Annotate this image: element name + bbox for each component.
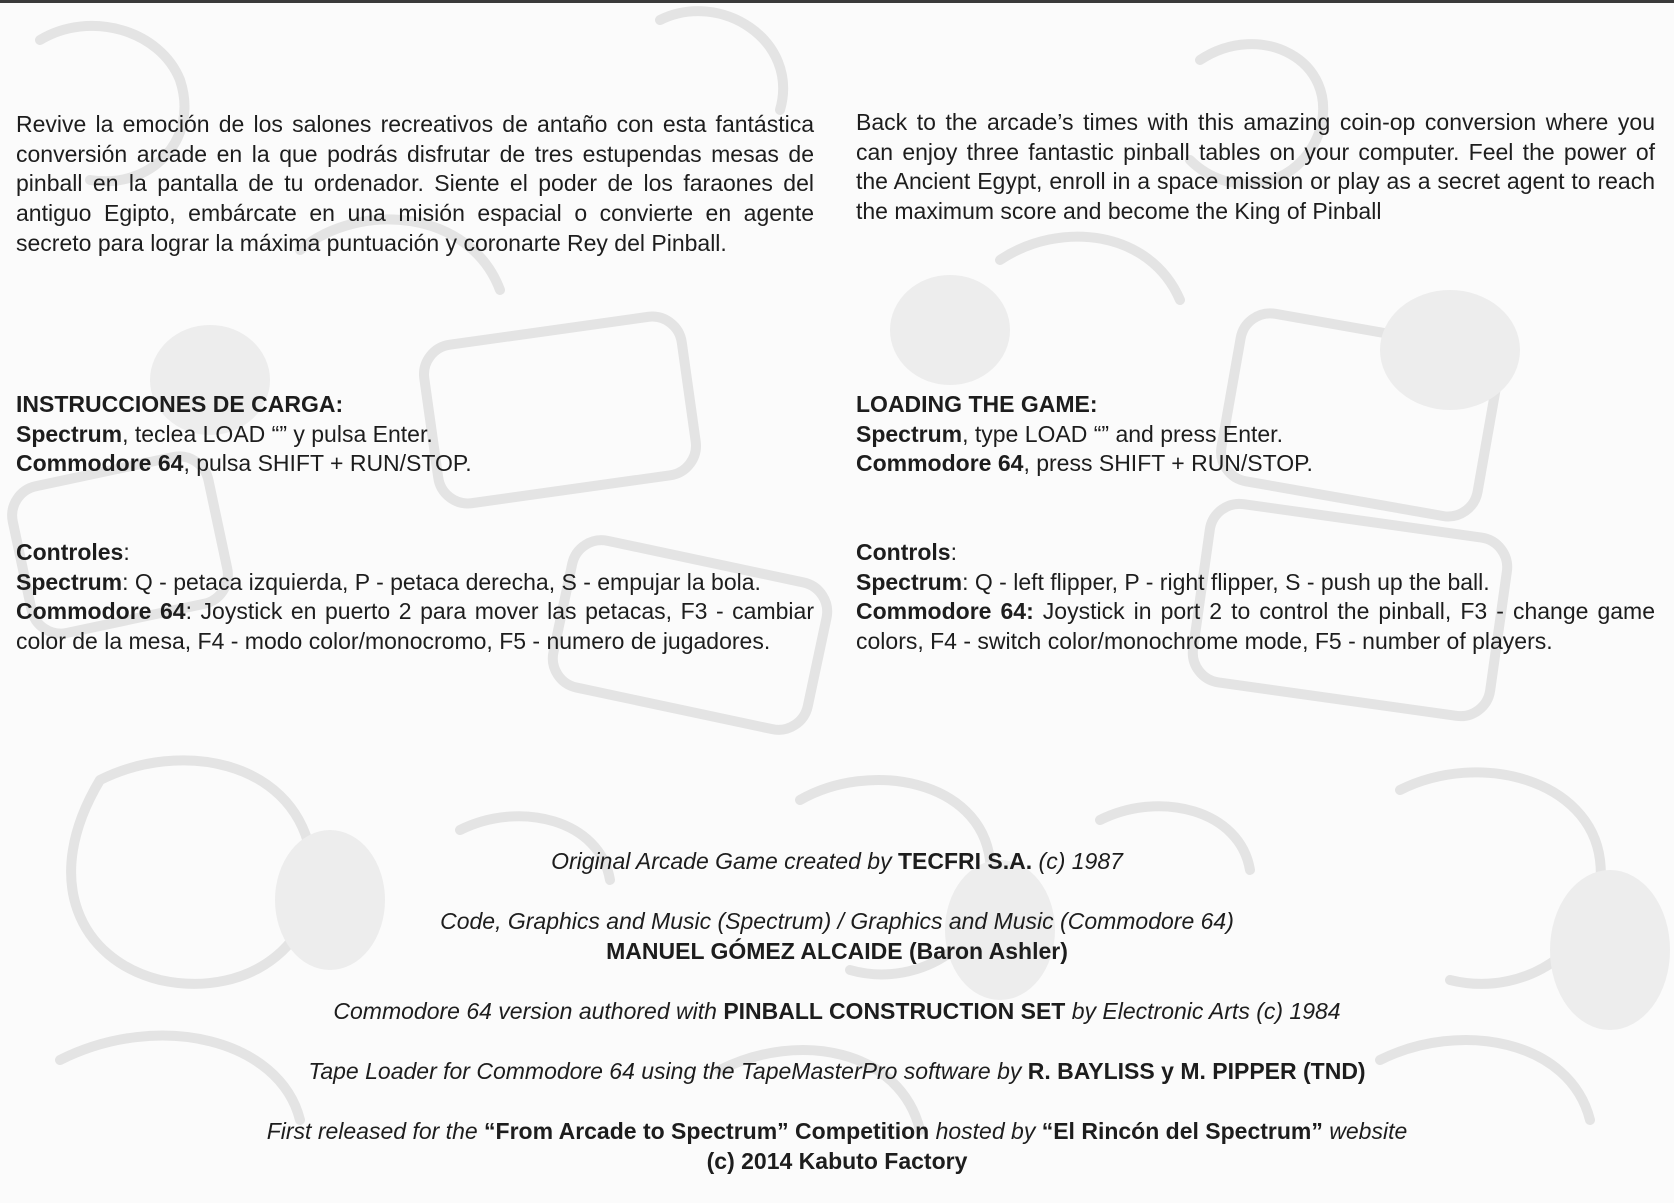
credit-original-game-c: (c) 1987	[1032, 848, 1123, 874]
controls-es-c64-label: Commodore 64	[16, 598, 186, 625]
credit-original-game	[0, 846, 1674, 876]
controls-en-c64	[856, 597, 1655, 656]
intro-es	[16, 110, 814, 259]
credit-release-a: First released for the	[266, 1118, 485, 1144]
credit-release-e: website	[1322, 1118, 1408, 1144]
controls-es-heading	[16, 538, 814, 568]
credit-tape-loader-a: Tape Loader for Commodore 64 using the TapeMasterPro software by	[308, 1058, 1028, 1084]
controls-en-heading	[856, 538, 1655, 568]
credit-tape-loader	[0, 1056, 1674, 1086]
loading-es-spectrum	[16, 420, 814, 450]
loading-es-c64-text: , pulsa SHIFT + RUN/STOP.	[183, 450, 472, 477]
loading-en-c64	[856, 449, 1655, 479]
controls-en-spectrum	[856, 568, 1655, 598]
controls-es-heading-suffix: :	[123, 539, 130, 565]
credit-code-graphics-line: Code, Graphics and Music (Spectrum) / Graphics and Music (Commodore 64)	[440, 908, 1234, 934]
credit-release-b: “From Arcade to Spectrum” Competition	[484, 1118, 930, 1144]
credit-original-game-a: Original Arcade Game created by	[551, 848, 898, 874]
loading-en-c64-label: Commodore 64	[856, 450, 1024, 477]
loading-es	[16, 390, 814, 479]
credit-release-line	[0, 1116, 1674, 1146]
controls-en-spectrum-label: Spectrum	[856, 568, 963, 595]
loading-es-spectrum-text: , teclea LOAD “” y pulsa Enter.	[122, 420, 433, 447]
loading-en-spectrum-label: Spectrum	[856, 420, 963, 447]
credit-original-game-b: TECFRI S.A.	[897, 848, 1033, 874]
credit-copyright: (c) 2014 Kabuto Factory	[706, 1148, 968, 1174]
controls-en	[856, 538, 1655, 657]
credit-code-graphics	[0, 906, 1674, 966]
credit-c64-pcs	[0, 996, 1674, 1026]
credit-author-name: MANUEL GÓMEZ ALCAIDE (Baron Ashler)	[606, 938, 1068, 964]
intro-es-text: Revive la emoción de los salones recreativos de antaño con esta fantástica conversión arcade en la que podrás disfrutar de tres estupendas mesas de pinball en la pantalla de tu ordenador. Siente el poder de los faraones del antiguo Egipto, embárcate en una misión espacial o convierte en agente secreto para lograr la máxima puntuación y coronarte Rey del Pinball.	[16, 111, 814, 256]
controls-es-c64	[16, 597, 814, 656]
controls-es-spectrum	[16, 568, 814, 598]
loading-es-c64-label: Commodore 64	[16, 450, 184, 477]
loading-en	[856, 390, 1655, 479]
loading-en-c64-text: , press SHIFT + RUN/STOP.	[1023, 450, 1313, 477]
intro-en	[856, 108, 1655, 227]
credit-tape-loader-b: R. BAYLISS y M. PIPPER (TND)	[1027, 1058, 1366, 1084]
intro-en-text: Back to the arcade’s times with this amazing coin-op conversion where you can enjoy three fantastic pinball tables on your computer. Feel the power of the Ancient Egypt, enroll in a space mission or play as a secret agent to reach the maximum score and become the King of Pinball	[856, 109, 1655, 225]
loading-es-spectrum-label: Spectrum	[16, 420, 123, 447]
controls-es-spectrum-label: Spectrum	[16, 568, 123, 595]
credit-release	[0, 1116, 1674, 1176]
controls-en-c64-text: Joystick in port 2 to control the pinball, F3 - change game colors, F4 - switch color/monochrome mode, F5 - number of players.	[856, 598, 1655, 655]
controls-en-heading-text: Controls	[856, 539, 951, 565]
controls-en-spectrum-text: : Q - left flipper, P - right flipper, S - push up the ball.	[962, 568, 1490, 595]
controls-es	[16, 538, 814, 657]
controls-es-c64-text: : Joystick en puerto 2 para mover las petacas, F3 - cambiar color de la mesa, F4 - modo color/monocromo, F5 - numero de jugadores.	[16, 598, 814, 655]
controls-es-spectrum-text: : Q - petaca izquierda, P - petaca derecha, S - empujar la bola.	[122, 568, 761, 595]
controls-en-heading-suffix: :	[950, 539, 957, 565]
controls-es-heading-text: Controles	[16, 539, 124, 565]
controls-en-c64-label: Commodore 64:	[856, 598, 1034, 625]
loading-es-heading: INSTRUCCIONES DE CARGA:	[16, 391, 344, 417]
loading-es-c64	[16, 449, 814, 479]
loading-en-spectrum-text: , type LOAD “” and press Enter.	[962, 420, 1283, 447]
credit-release-c: hosted by	[929, 1118, 1042, 1144]
credit-c64-pcs-a: Commodore 64 version authored with	[333, 998, 724, 1024]
credit-c64-pcs-c: by Electronic Arts (c) 1984	[1065, 998, 1341, 1024]
loading-en-spectrum	[856, 420, 1655, 450]
credit-c64-pcs-b: PINBALL CONSTRUCTION SET	[723, 998, 1066, 1024]
loading-en-heading: LOADING THE GAME:	[856, 391, 1098, 417]
credit-release-d: “El Rincón del Spectrum”	[1041, 1118, 1323, 1144]
